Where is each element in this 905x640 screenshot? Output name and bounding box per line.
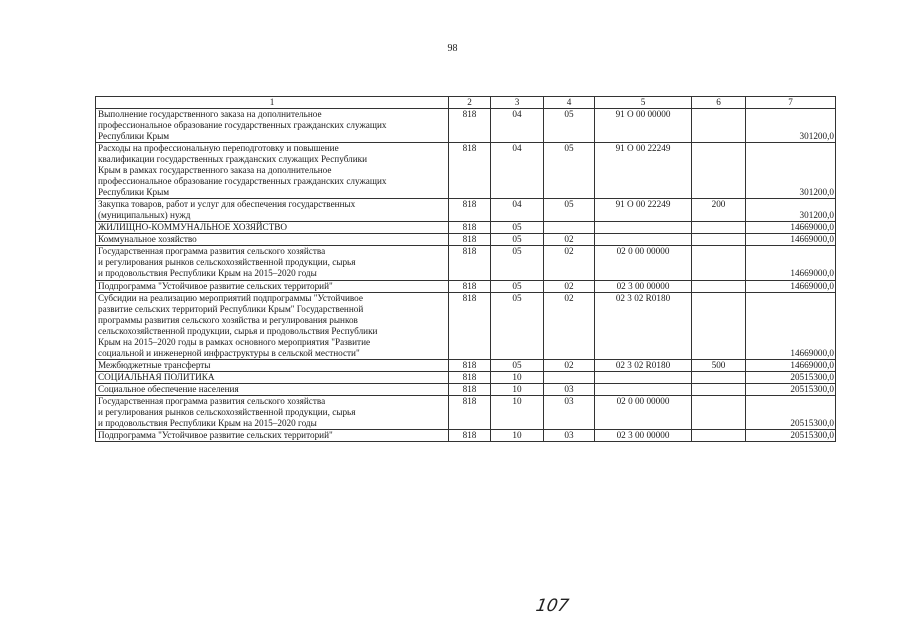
subsection-cell: 03 [544, 395, 595, 429]
amount-cell: 14669000,0 [746, 222, 836, 234]
subsection-cell: 02 [544, 234, 595, 246]
header-col-4: 4 [544, 97, 595, 109]
section-cell: 05 [491, 246, 544, 280]
table-row [96, 246, 836, 280]
section-cell: 04 [491, 109, 544, 143]
header-row [96, 97, 836, 109]
row-name-cell: ЖИЛИЩНО-КОММУНАЛЬНОЕ ХОЗЯЙСТВО [96, 222, 449, 234]
expense-type-cell [692, 383, 746, 395]
table-row [96, 292, 836, 359]
header-col-5: 5 [595, 97, 692, 109]
table-row [96, 383, 836, 395]
budget-table [95, 96, 836, 442]
target-code-cell: 02 3 00 00000 [595, 429, 692, 441]
section-cell: 05 [491, 234, 544, 246]
subsection-cell: 03 [544, 383, 595, 395]
subsection-cell: 02 [544, 292, 595, 359]
amount-cell: 14669000,0 [746, 234, 836, 246]
ministry-code-cell: 818 [449, 234, 491, 246]
ministry-code-cell: 818 [449, 280, 491, 292]
table-row [96, 143, 836, 199]
row-name-cell: Государственная программа развития сельского хозяйства и регулирования рынков сельскохозяйственной продукции, сырья и продовольствия Республики Крым на 2015–2020 годы [96, 246, 449, 280]
ministry-code-cell: 818 [449, 109, 491, 143]
ministry-code-cell: 818 [449, 143, 491, 199]
expense-type-cell [692, 222, 746, 234]
target-code-cell: 02 0 00 00000 [595, 246, 692, 280]
page-number: 98 [447, 43, 458, 54]
expense-type-cell [692, 109, 746, 143]
target-code-cell: 02 3 02 R0180 [595, 359, 692, 371]
section-cell: 05 [491, 292, 544, 359]
section-cell: 10 [491, 395, 544, 429]
table-row [96, 395, 836, 429]
amount-cell: 20515300,0 [746, 395, 836, 429]
header-col-6: 6 [692, 97, 746, 109]
expense-type-cell [692, 246, 746, 280]
ministry-code-cell: 818 [449, 292, 491, 359]
amount-cell: 14669000,0 [746, 292, 836, 359]
expense-type-cell: 500 [692, 359, 746, 371]
target-code-cell: 02 3 02 R0180 [595, 292, 692, 359]
ministry-code-cell: 818 [449, 222, 491, 234]
header-col-3: 3 [491, 97, 544, 109]
target-code-cell [595, 234, 692, 246]
subsection-cell [544, 371, 595, 383]
amount-cell: 20515300,0 [746, 429, 836, 441]
target-code-cell [595, 371, 692, 383]
expense-type-cell [692, 292, 746, 359]
row-name-cell: Подпрограмма "Устойчивое развитие сельских территорий" [96, 280, 449, 292]
handwritten-page-number: 107 [534, 596, 571, 616]
header-col-1: 1 [96, 97, 449, 109]
expense-type-cell [692, 371, 746, 383]
row-name-cell: Выполнение государственного заказа на дополнительное профессиональное образование государственных гражданских служащих Республики Крым [96, 109, 449, 143]
amount-cell: 301200,0 [746, 199, 836, 222]
expense-type-cell [692, 395, 746, 429]
amount-cell: 301200,0 [746, 109, 836, 143]
expense-type-cell: 200 [692, 199, 746, 222]
table-row [96, 359, 836, 371]
amount-cell: 14669000,0 [746, 359, 836, 371]
ministry-code-cell: 818 [449, 246, 491, 280]
target-code-cell: 02 3 00 00000 [595, 280, 692, 292]
table-row [96, 280, 836, 292]
section-cell: 05 [491, 280, 544, 292]
ministry-code-cell: 818 [449, 359, 491, 371]
amount-cell: 20515300,0 [746, 371, 836, 383]
table-row [96, 222, 836, 234]
subsection-cell: 05 [544, 143, 595, 199]
table-row [96, 371, 836, 383]
subsection-cell: 05 [544, 109, 595, 143]
table-row [96, 199, 836, 222]
header-col-2: 2 [449, 97, 491, 109]
target-code-cell: 02 0 00 00000 [595, 395, 692, 429]
expense-type-cell [692, 143, 746, 199]
target-code-cell [595, 222, 692, 234]
row-name-cell: Социальное обеспечение населения [96, 383, 449, 395]
target-code-cell: 91 О 00 00000 [595, 109, 692, 143]
header-col-7: 7 [746, 97, 836, 109]
target-code-cell [595, 383, 692, 395]
row-name-cell: Расходы на профессиональную переподготовку и повышение квалификации государственных гражданских служащих Республики Крым в рамках государственного заказа на дополнительное профессиональное образование государственных гражданских служащих Республики Крым [96, 143, 449, 199]
amount-cell: 14669000,0 [746, 246, 836, 280]
subsection-cell: 05 [544, 199, 595, 222]
row-name-cell: Подпрограмма "Устойчивое развитие сельских территорий" [96, 429, 449, 441]
row-name-cell: Межбюджетные трансферты [96, 359, 449, 371]
row-name-cell: Закупка товаров, работ и услуг для обеспечения государственных (муниципальных) нужд [96, 199, 449, 222]
section-cell: 05 [491, 222, 544, 234]
table-row [96, 109, 836, 143]
ministry-code-cell: 818 [449, 429, 491, 441]
ministry-code-cell: 818 [449, 199, 491, 222]
row-name-cell: Субсидии на реализацию мероприятий подпрограммы "Устойчивое развитие сельских территорий Республики Крым" Государственной программы развития сельского хозяйства и регулирования рынков сельскохозяйственной продукции, сырья и продовольствия Республики Крым на 2015–2020 годы в рамках основного мероприятия "Развитие социальной и инженерной инфраструктуры в сельской местности" [96, 292, 449, 359]
section-cell: 05 [491, 359, 544, 371]
expense-type-cell [692, 429, 746, 441]
section-cell: 10 [491, 383, 544, 395]
section-cell: 04 [491, 143, 544, 199]
amount-cell: 20515300,0 [746, 383, 836, 395]
subsection-cell: 03 [544, 429, 595, 441]
target-code-cell: 91 О 00 22249 [595, 199, 692, 222]
row-name-cell: Коммунальное хозяйство [96, 234, 449, 246]
expense-type-cell [692, 280, 746, 292]
row-name-cell: Государственная программа развития сельского хозяйства и регулирования рынков сельскохозяйственной продукции, сырья и продовольствия Республики Крым на 2015–2020 годы [96, 395, 449, 429]
section-cell: 10 [491, 429, 544, 441]
ministry-code-cell: 818 [449, 395, 491, 429]
section-cell: 04 [491, 199, 544, 222]
section-cell: 10 [491, 371, 544, 383]
target-code-cell: 91 О 00 22249 [595, 143, 692, 199]
row-name-cell: СОЦИАЛЬНАЯ ПОЛИТИКА [96, 371, 449, 383]
table-row [96, 429, 836, 441]
amount-cell: 301200,0 [746, 143, 836, 199]
subsection-cell [544, 222, 595, 234]
ministry-code-cell: 818 [449, 371, 491, 383]
table-row [96, 234, 836, 246]
ministry-code-cell: 818 [449, 383, 491, 395]
subsection-cell: 02 [544, 280, 595, 292]
subsection-cell: 02 [544, 359, 595, 371]
expense-type-cell [692, 234, 746, 246]
amount-cell: 14669000,0 [746, 280, 836, 292]
subsection-cell: 02 [544, 246, 595, 280]
